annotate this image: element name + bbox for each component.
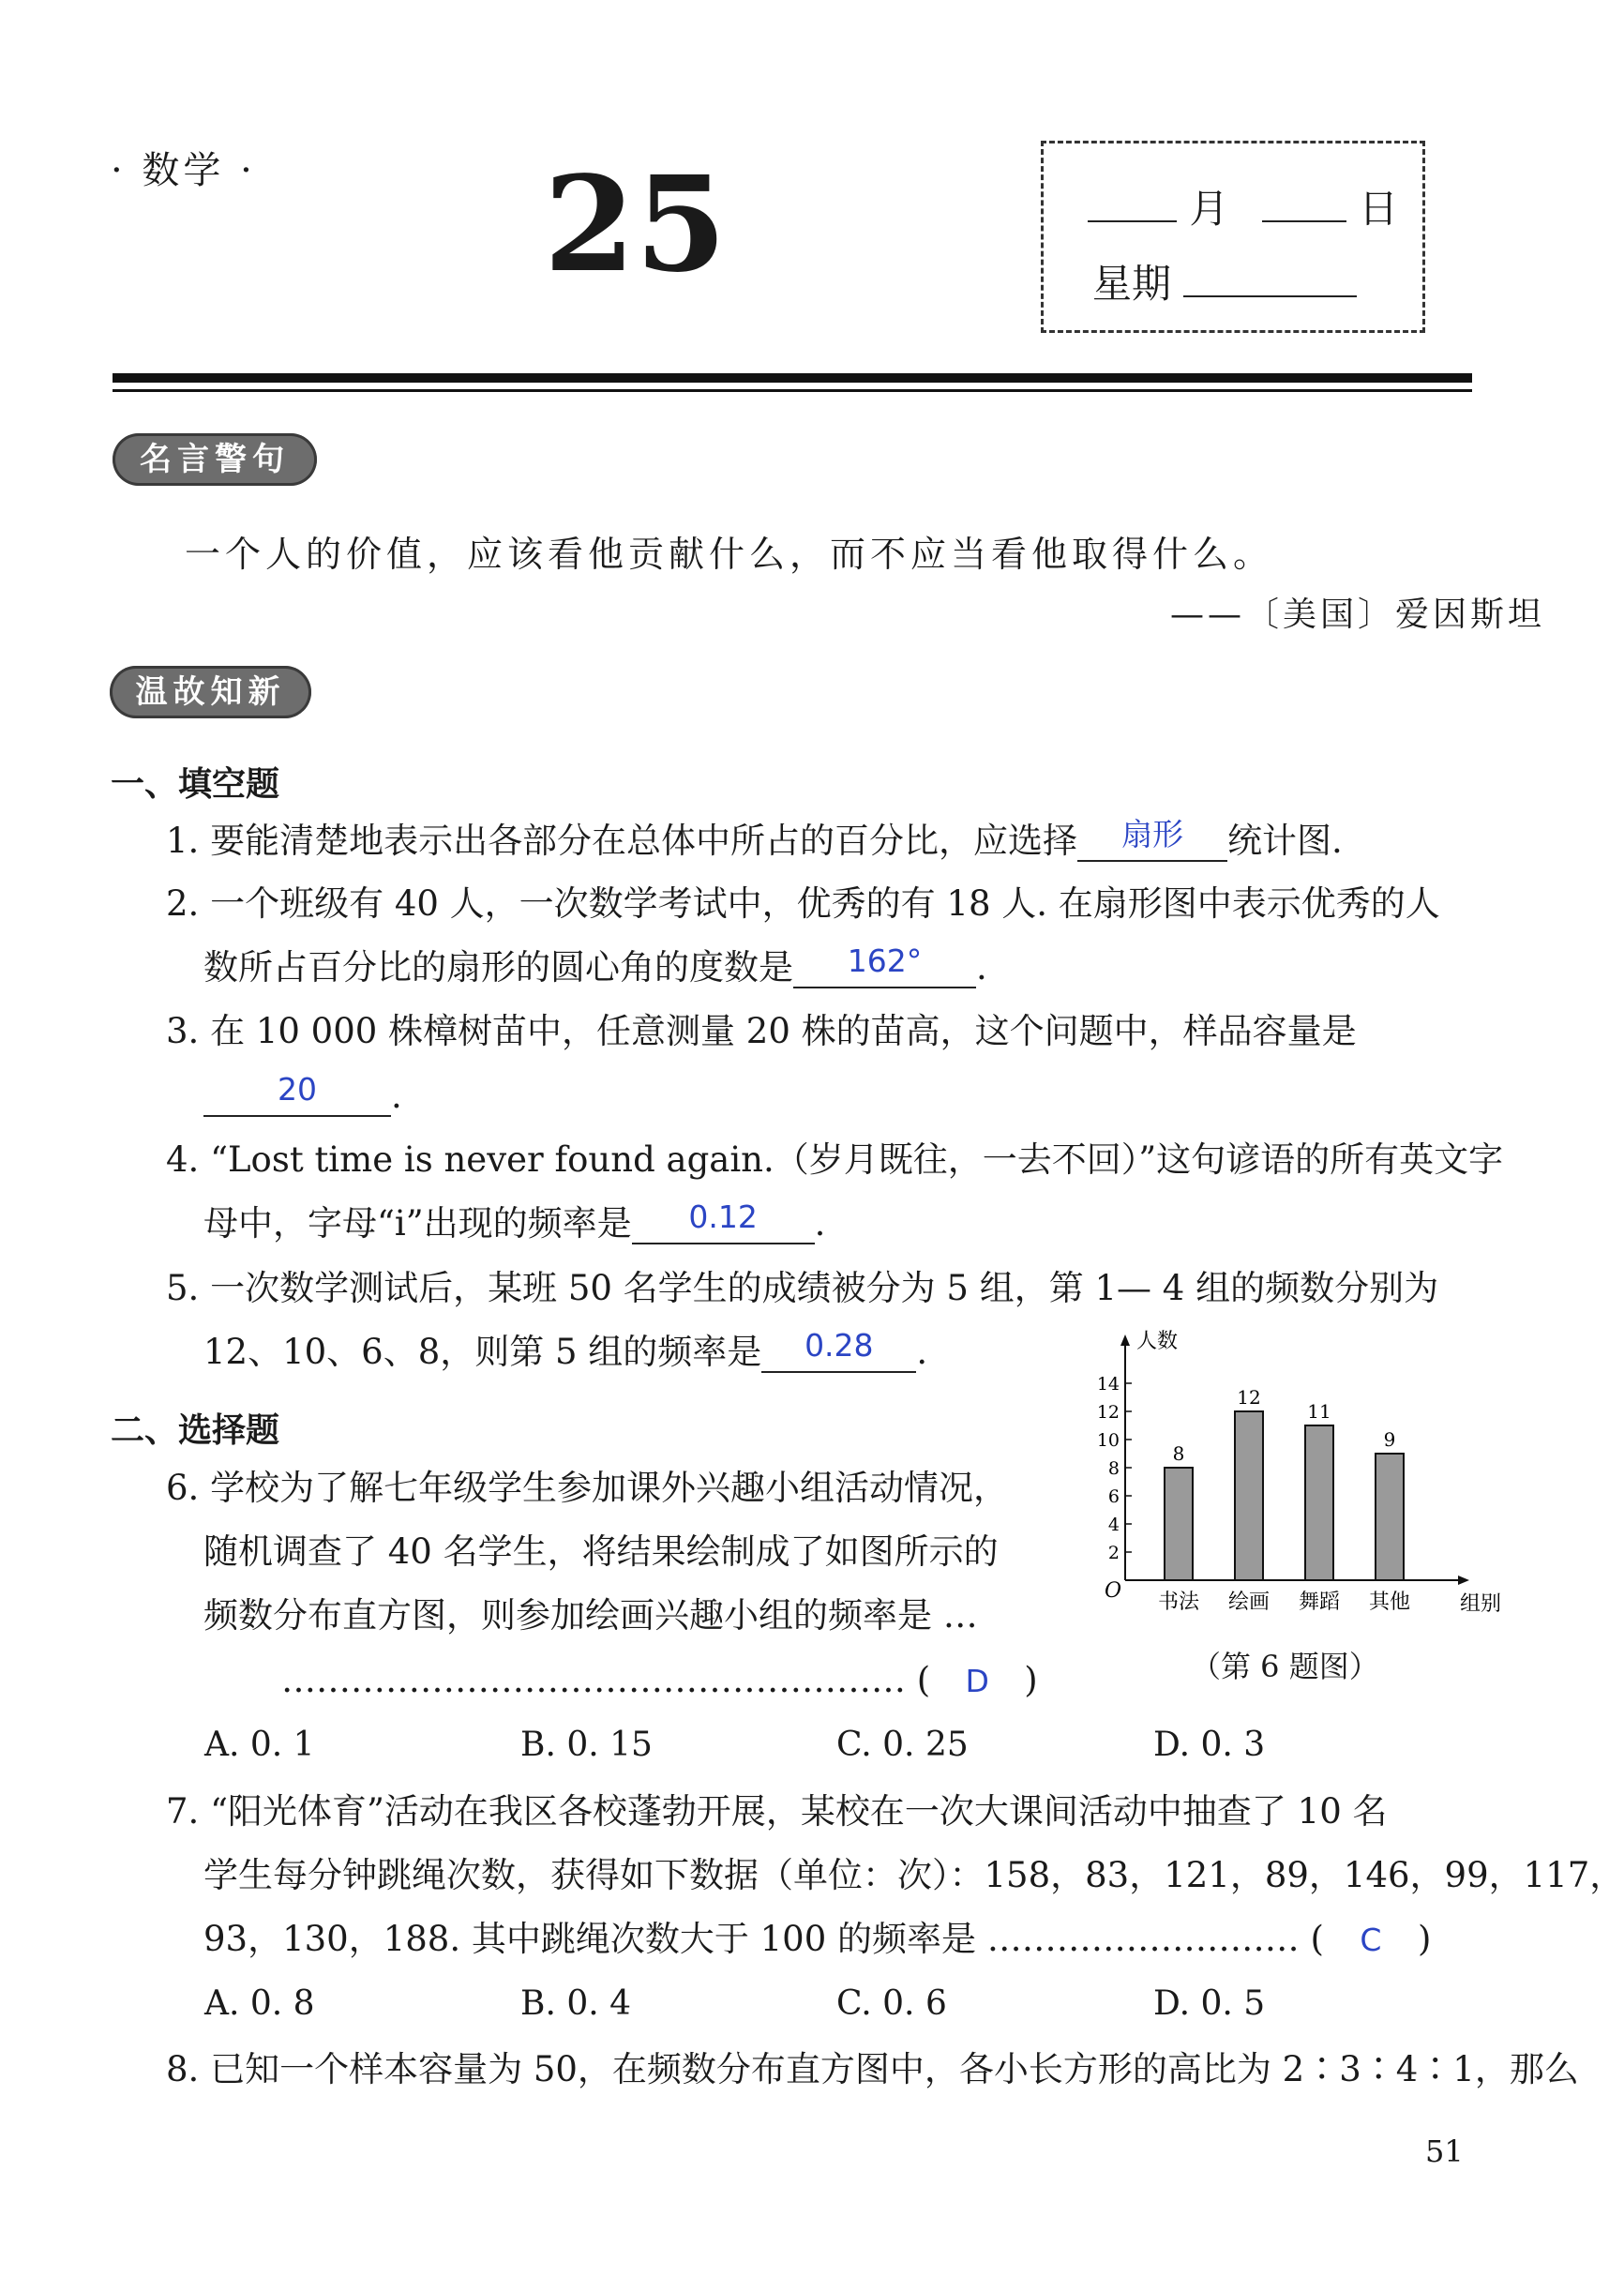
answer-2: 162° [847,942,923,980]
day-blank[interactable] [1262,220,1346,222]
y-axis-label: 人数 [1136,1330,1179,1353]
lesson-number: 25 [544,148,727,302]
question-6-line3: 频数分布直方图，则参加绘画兴趣小组的频率是 … [203,1595,978,1636]
choice-section-title: 二、选择题 [111,1410,280,1450]
question-1 [166,816,1343,862]
answer-4: 0.12 [688,1199,758,1236]
x-axis-arrow [1458,1576,1469,1585]
weekday-label: 星期 [1092,261,1172,307]
question-8-line1: 8. 已知一个样本容量为 50，在频数分布直方图中，各小长方形的高比为 2∶3∶4∶1，那么 [166,2049,1579,2089]
bar [1165,1468,1193,1580]
day-label: 日 [1359,186,1399,232]
weekday-blank[interactable] [1183,295,1357,297]
motto-quote: 一个人的价值，应该看他贡献什么，而不应当看他取得什么。 [185,534,1274,575]
question-4-suffix: . [814,1203,826,1244]
q7-option-b[interactable]: B. 0. 4 [520,1984,632,2023]
bar-value-label: 11 [1307,1400,1331,1423]
question-5-text: 12、10、6、8，则第 5 组的频率是 [203,1332,762,1372]
q7-option-d[interactable]: D. 0. 5 [1153,1984,1266,2023]
month-blank[interactable] [1088,220,1177,222]
category-label: 舞蹈 [1298,1591,1341,1614]
category-label: 绘画 [1227,1591,1271,1614]
question-7-line3 [203,1919,1431,1960]
date-line [1088,178,1398,234]
q7-option-c[interactable]: C. 0. 6 [836,1984,947,2023]
answer-6: D [965,1663,989,1699]
origin-label: O [1105,1579,1122,1603]
question-2-suffix: . [976,947,987,988]
answer-7: C [1360,1922,1382,1958]
q6-option-b[interactable]: B. 0. 15 [520,1726,653,1764]
question-5-line2 [203,1327,928,1373]
y-tick-label: 8 [1107,1458,1120,1479]
question-4-line2 [203,1199,826,1244]
subject-label: · 数学 · [111,149,256,192]
month-label: 月 [1189,186,1229,232]
question-7-line1: 7. “阳光体育”活动在我区各校蓬勃开展，某校在一次大课间活动中抽查了 10 名 [166,1791,1388,1832]
q6-option-a[interactable]: A. 0. 1 [204,1726,315,1764]
bar [1235,1411,1263,1580]
fill-section-title: 一、填空题 [111,764,280,804]
question-2-text: 数所占百分比的扇形的圆心角的度数是 [203,947,793,988]
y-tick-label: 14 [1096,1374,1120,1395]
question-3-line1: 3. 在 10 000 株樟树苗中，任意测量 20 株的苗高，这个问题中，样品容量是 [166,1011,1357,1051]
answer-4-blank[interactable] [632,1199,815,1244]
motto-badge: 名言警句 [113,433,317,486]
q7-option-a[interactable]: A. 0. 8 [204,1984,315,2023]
answer-1-blank[interactable] [1077,816,1227,862]
page-number: 51 [1425,2134,1464,2169]
y-tick-label: 12 [1096,1402,1120,1423]
y-axis-arrow [1120,1334,1130,1346]
frequency-histogram [1088,1327,1502,1636]
question-3-suffix: . [391,1076,402,1116]
y-tick-label: 10 [1096,1430,1120,1451]
q6-option-d[interactable]: D. 0. 3 [1153,1726,1266,1764]
y-tick-label: 4 [1107,1515,1120,1535]
answer-5: 0.28 [804,1327,874,1365]
x-axis-label: 组别 [1460,1592,1502,1616]
question-4-text: 母中，字母“i”出现的频率是 [203,1203,632,1244]
y-tick-label: 6 [1107,1486,1120,1507]
question-6-line2: 随机调查了 40 名学生，将结果绘制成了如图所示的 [203,1531,999,1572]
answer-5-blank[interactable] [761,1327,916,1373]
question-5-suffix: . [916,1332,928,1372]
question-6-close: ) [1024,1660,1038,1700]
answer-3: 20 [278,1071,317,1108]
question-1-suffix: 统计图. [1227,821,1343,861]
question-1-text: 1. 要能清楚地表示出各部分在总体中所占的百分比，应选择 [166,821,1078,861]
category-label: 其他 [1368,1591,1411,1614]
header-rule-thin [113,389,1472,392]
question-6-dots: ……………………………………………… ( [281,1660,931,1700]
bar [1305,1425,1333,1580]
category-label: 书法 [1157,1591,1200,1614]
y-tick-label: 2 [1107,1543,1120,1563]
weekday-line [1092,253,1357,309]
bar-value-label: 8 [1172,1442,1185,1465]
bar [1376,1454,1404,1580]
answer-3-blank[interactable] [203,1071,391,1117]
question-6-line1: 6. 学校为了解七年级学生参加课外兴趣小组活动情况， [166,1468,1009,1508]
question-2-line2 [203,942,987,988]
question-7-close: ) [1417,1919,1432,1959]
bar-value-label: 9 [1383,1428,1396,1451]
question-5-line1: 5. 一次数学测试后，某班 50 名学生的成绩被分为 5 组，第 1— 4 组的频数分别为 [166,1268,1439,1308]
review-badge: 温故知新 [110,666,311,718]
bar-value-label: 12 [1237,1386,1261,1409]
header-rule-thick [113,373,1472,383]
chart-caption: （第 6 题图） [1191,1649,1379,1684]
question-7-line2: 学生每分钟跳绳次数，获得如下数据（单位：次）：158，83，121，89，146，99，117， [203,1855,1624,1895]
answer-2-blank[interactable] [793,942,976,988]
question-7-text: 93，130，188. 其中跳绳次数大于 100 的频率是 ……………………… ( [203,1919,1324,1959]
question-2-line1: 2. 一个班级有 40 人，一次数学考试中，优秀的有 18 人. 在扇形图中表示优秀的人 [166,883,1440,924]
question-3-line2 [203,1071,402,1117]
question-6-answer-line [281,1660,1038,1701]
motto-source: ——〔美国〕爱因斯坦 [1170,596,1546,634]
question-4-line1: 4. “Lost time is never found again.（岁月既往，一去不回）”这句谚语的所有英文字 [166,1139,1504,1180]
answer-1: 扇形 [1121,816,1184,853]
q6-option-c[interactable]: C. 0. 25 [836,1726,969,1764]
